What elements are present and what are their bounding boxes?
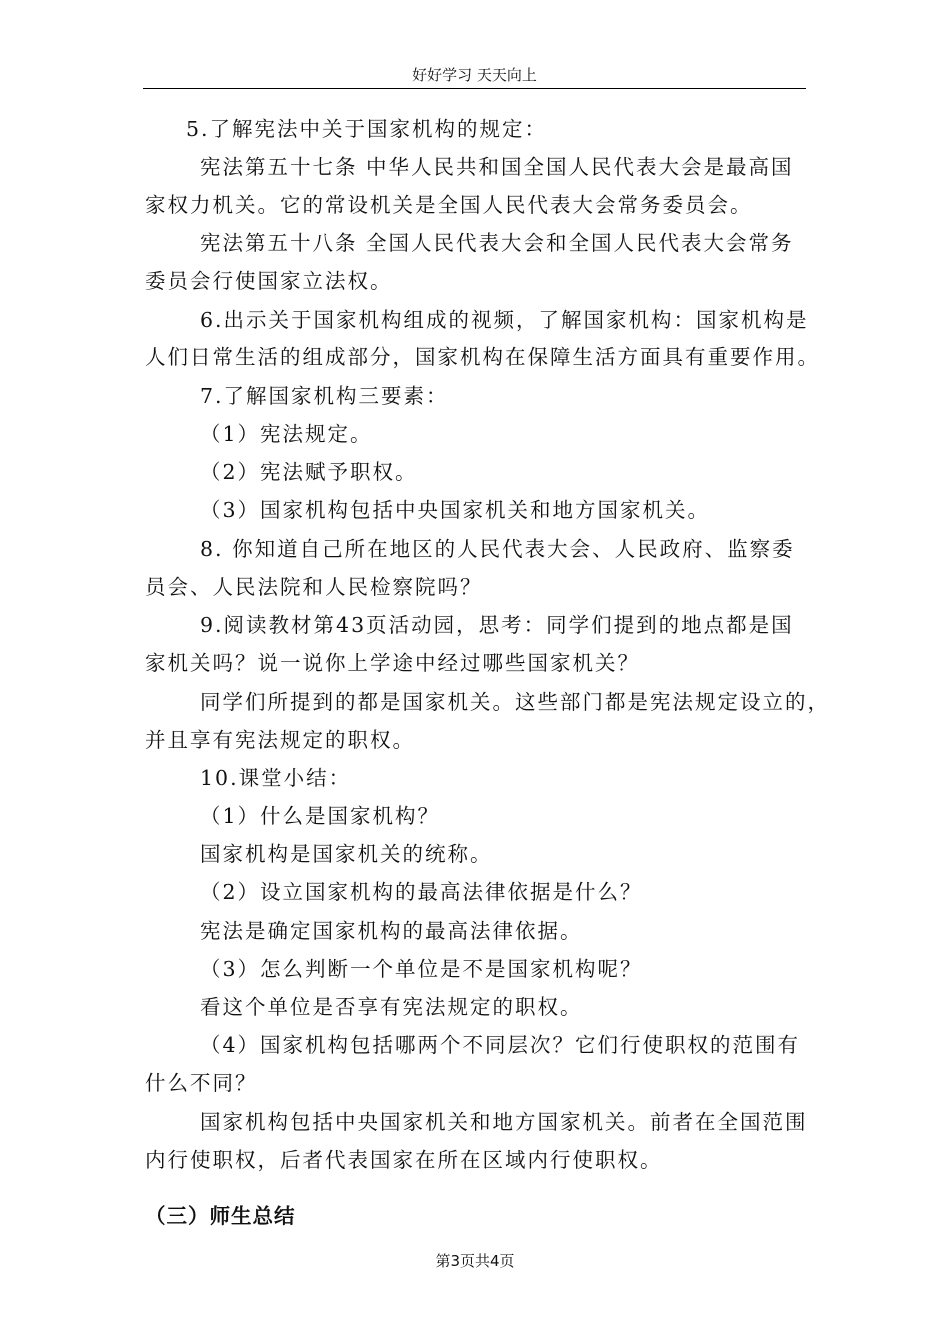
- paragraph-line: 员会、人民法院和人民检察院吗？: [145, 575, 483, 599]
- list-item: （2）设立国家机构的最高法律依据是什么？: [200, 880, 643, 904]
- paragraph-line: 9.阅读教材第43页活动园，思考：同学们提到的地点都是国: [200, 613, 794, 637]
- paragraph-line: 5.了解宪法中关于国家机构的规定：: [186, 117, 548, 141]
- paragraph-line: 7.了解国家机构三要素：: [200, 384, 449, 408]
- paragraph-line: 内行使职权，后者代表国家在所在区域内行使职权。: [145, 1148, 663, 1172]
- paragraph-line: 什么不同？: [145, 1071, 258, 1095]
- paragraph-line: 宪法第五十八条 全国人民代表大会和全国人民代表大会常务: [200, 231, 794, 255]
- page-number: 第3页共4页: [435, 1252, 515, 1270]
- paragraph-line: 看这个单位是否享有宪法规定的职权。: [200, 995, 583, 1019]
- paragraph-line: 10.课堂小结：: [200, 766, 352, 790]
- header-divider: [143, 88, 806, 89]
- section-heading: （三）师生总结: [145, 1204, 296, 1228]
- paragraph-line: 委员会行使国家立法权。: [145, 269, 393, 293]
- list-item: （3）国家机构包括中央国家机关和地方国家机关。: [200, 498, 711, 522]
- paragraph-line: 国家机构是国家机关的统称。: [200, 842, 493, 866]
- list-item: （1）宪法规定。: [200, 422, 373, 446]
- list-item: （1）什么是国家机构？: [200, 804, 441, 828]
- paragraph-line: 家权力机关。它的常设机关是全国人民代表大会常务委员会。: [145, 193, 753, 217]
- paragraph-line: 8. 你知道自己所在地区的人民代表大会、人民政府、监察委: [200, 537, 795, 561]
- list-item: （4）国家机构包括哪两个不同层次？它们行使职权的范围有: [200, 1033, 801, 1057]
- paragraph-line: 宪法是确定国家机构的最高法律依据。: [200, 919, 583, 943]
- page-header: 好好学习 天天向上: [412, 66, 537, 84]
- paragraph-line: 并且享有宪法规定的职权。: [145, 728, 415, 752]
- list-item: （2）宪法赋予职权。: [200, 460, 418, 484]
- paragraph-line: 同学们所提到的都是国家机关。这些部门都是宪法规定设立的，: [200, 690, 830, 714]
- paragraph-line: 人们日常生活的组成部分，国家机构在保障生活方面具有重要作用。: [145, 345, 820, 369]
- paragraph-line: 宪法第五十七条 中华人民共和国全国人民代表大会是最高国: [200, 155, 794, 179]
- list-item: （3）怎么判断一个单位是不是国家机构呢？: [200, 957, 643, 981]
- paragraph-line: 家机关吗？说一说你上学途中经过哪些国家机关？: [145, 651, 640, 675]
- paragraph-line: 国家机构包括中央国家机关和地方国家机关。前者在全国范围: [200, 1110, 808, 1134]
- paragraph-line: 6.出示关于国家机构组成的视频，了解国家机构：国家机构是: [200, 308, 809, 332]
